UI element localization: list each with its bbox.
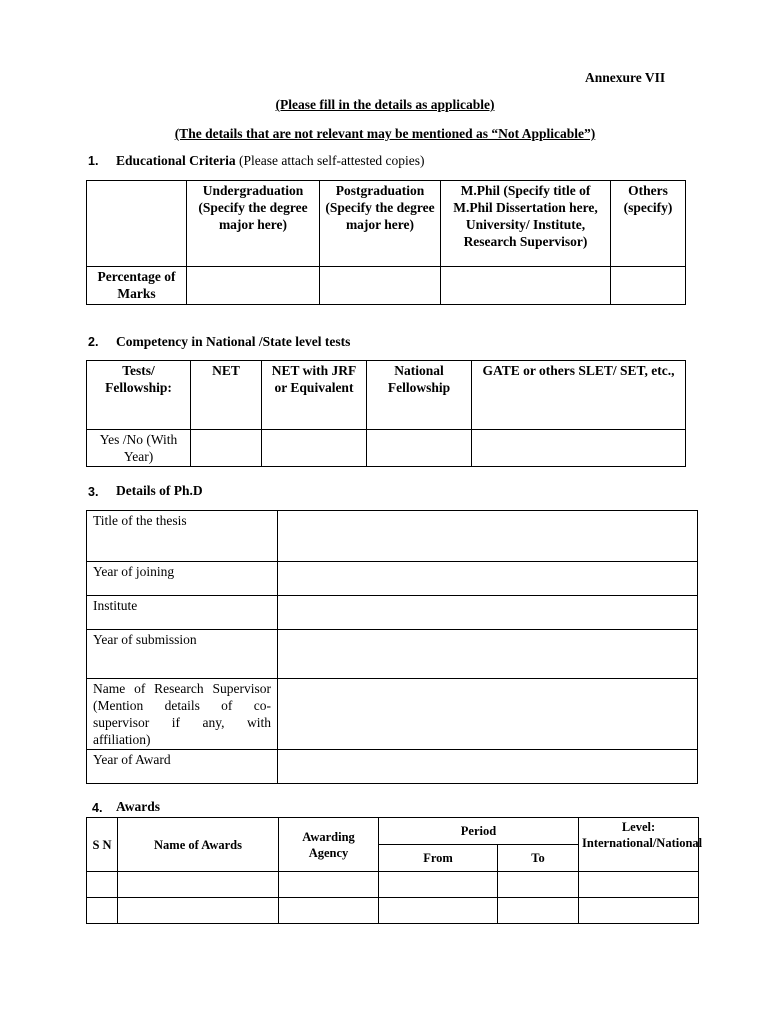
instruction-not-applicable: (The details that are not relevant may be mentioned as “Not Applicable”)	[174, 126, 596, 141]
section1-heading	[116, 153, 425, 169]
section4-title: Awards	[116, 799, 161, 814]
awards-col-period: Period	[379, 818, 579, 845]
competency-input-net[interactable]	[191, 430, 262, 467]
phd-row-institute: Institute	[87, 596, 278, 630]
awards-col-sn: S N	[87, 818, 118, 872]
phd-input-institute[interactable]	[278, 596, 698, 630]
competency-table	[86, 360, 686, 467]
phd-row-supervisor: Name of Research Supervisor (Mention details of co-supervisor if any, with affiliation)	[87, 679, 278, 750]
awards-input-from[interactable]	[379, 898, 498, 924]
competency-col-net: NET	[191, 361, 262, 430]
edu-col-undergraduation: Undergraduation (Specify the degree major here)	[187, 181, 320, 267]
awards-col-agency: Awarding Agency	[279, 818, 379, 872]
section2-number: 2.	[88, 335, 99, 349]
instruction-fill: (Please fill in the details as applicable)	[275, 97, 495, 112]
section3-title: Details of Ph.D	[116, 483, 203, 498]
competency-input-net-jrf[interactable]	[262, 430, 367, 467]
awards-col-to: To	[498, 845, 579, 872]
competency-col-gate: GATE or others SLET/ SET, etc.,	[472, 361, 686, 430]
awards-input-name[interactable]	[118, 872, 279, 898]
phd-input-title-thesis[interactable]	[278, 511, 698, 562]
edu-col-postgraduation: Postgraduation (Specify the degree major here)	[320, 181, 441, 267]
section2-title: Competency in National /State level tests	[116, 334, 351, 349]
phd-row-year-award: Year of Award	[87, 750, 278, 784]
competency-col-national-fellowship: National Fellowship	[367, 361, 472, 430]
awards-input-from[interactable]	[379, 872, 498, 898]
edu-header-blank	[87, 181, 187, 267]
edu-col-mphil: M.Phil (Specify title of M.Phil Dissertation here, University/ Institute, Research Supervisor)	[441, 181, 611, 267]
section1-title: Educational Criteria	[116, 153, 236, 168]
edu-input-others[interactable]	[611, 267, 686, 305]
phd-details-table	[86, 510, 698, 784]
awards-input-agency[interactable]	[279, 872, 379, 898]
awards-input-agency[interactable]	[279, 898, 379, 924]
awards-col-name: Name of Awards	[118, 818, 279, 872]
awards-input-level[interactable]	[579, 898, 699, 924]
awards-table	[86, 817, 703, 924]
competency-col-net-jrf: NET with JRF or Equivalent	[262, 361, 367, 430]
section4-number: 4.	[92, 801, 103, 815]
competency-row-yesno: Yes /No (With Year)	[87, 430, 191, 467]
edu-input-undergraduation[interactable]	[187, 267, 320, 305]
section1-number: 1.	[88, 154, 99, 168]
section1-note: (Please attach self-attested copies)	[239, 153, 425, 168]
phd-row-year-submission: Year of submission	[87, 630, 278, 679]
awards-input-to[interactable]	[498, 898, 579, 924]
awards-col-from: From	[379, 845, 498, 872]
edu-row-percentage: Percentage of Marks	[87, 267, 187, 305]
awards-input-to[interactable]	[498, 872, 579, 898]
awards-col-level: Level: International/National	[579, 818, 699, 872]
edu-input-postgraduation[interactable]	[320, 267, 441, 305]
awards-input-sn[interactable]	[87, 872, 118, 898]
phd-row-year-joining: Year of joining	[87, 562, 278, 596]
edu-col-others: Others (specify)	[611, 181, 686, 267]
competency-input-gate[interactable]	[472, 430, 686, 467]
awards-input-level[interactable]	[579, 872, 699, 898]
competency-input-national-fellowship[interactable]	[367, 430, 472, 467]
phd-input-year-joining[interactable]	[278, 562, 698, 596]
phd-input-year-award[interactable]	[278, 750, 698, 784]
educational-criteria-table	[86, 180, 686, 305]
section3-number: 3.	[88, 485, 99, 499]
awards-input-sn[interactable]	[87, 898, 118, 924]
phd-input-supervisor[interactable]	[278, 679, 698, 750]
phd-input-year-submission[interactable]	[278, 630, 698, 679]
competency-header-label: Tests/ Fellowship:	[87, 361, 191, 430]
annexure-label: Annexure VII	[585, 70, 666, 85]
awards-input-name[interactable]	[118, 898, 279, 924]
edu-input-mphil[interactable]	[441, 267, 611, 305]
phd-row-title-thesis: Title of the thesis	[87, 511, 278, 562]
